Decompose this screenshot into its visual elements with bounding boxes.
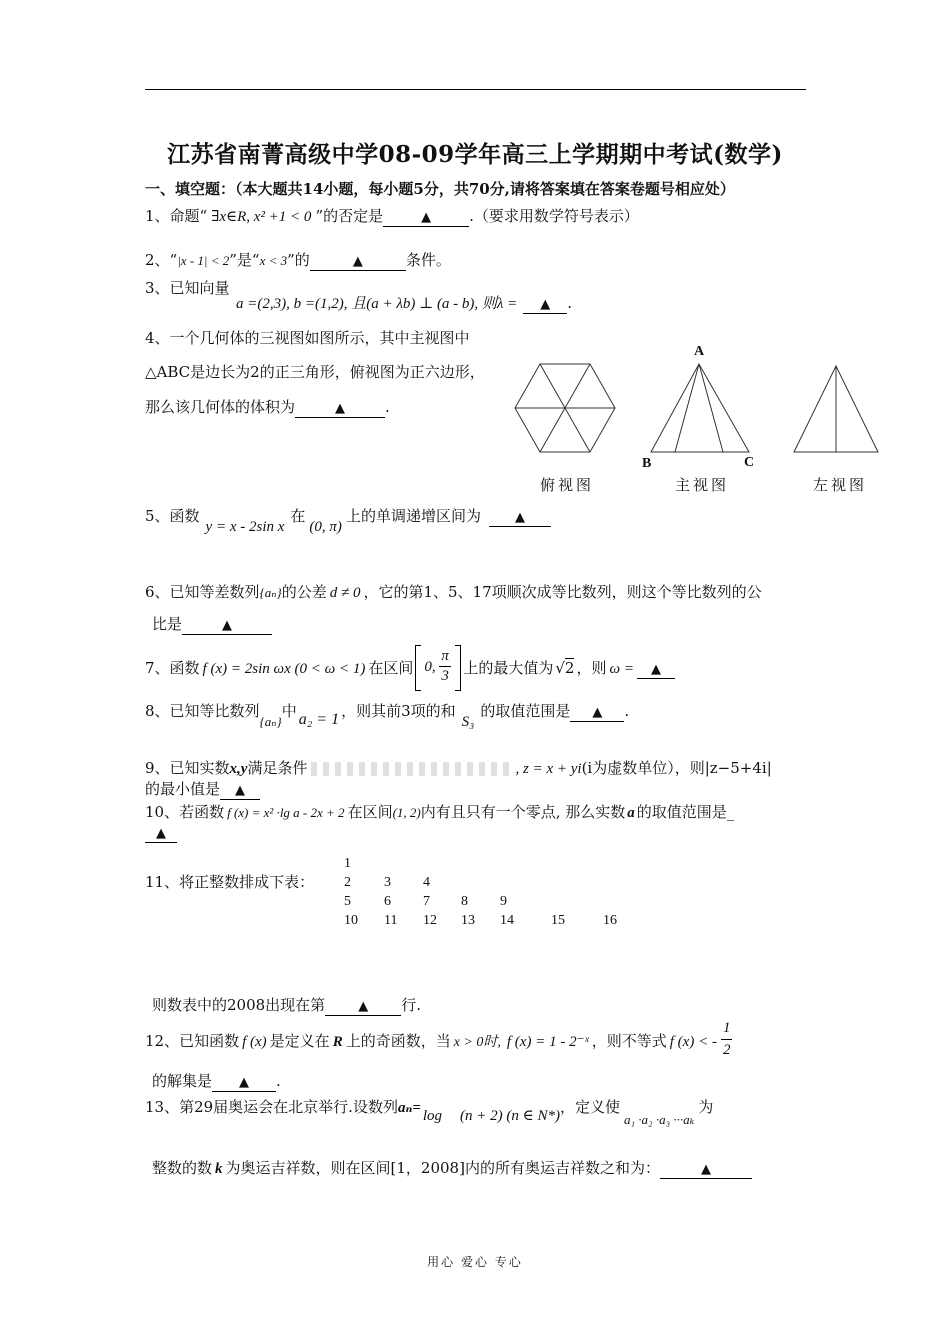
section-heading: 一、填空题：（本大题共14小题，每小题5分，共70分,请将答案填在答案卷题号相应处） bbox=[145, 180, 735, 198]
page-footer: 用心 爱心 专心 bbox=[427, 1255, 523, 1269]
table-cell: 11 bbox=[384, 913, 398, 928]
question-3: 3、已知向量 bbox=[145, 279, 230, 297]
answer-blank[interactable]: ▲ bbox=[212, 1073, 276, 1092]
answer-blank[interactable]: ▲ bbox=[295, 399, 385, 418]
caption-left-view: 左视图 bbox=[813, 476, 868, 494]
vertex-label-a: A bbox=[694, 344, 705, 359]
answer-blank[interactable]: ▲ bbox=[570, 703, 624, 722]
question-10-line2 bbox=[145, 823, 177, 843]
question-2: 2、“|x - 1| < 2”是“x < 3”的 ▲ 条件。 bbox=[145, 251, 451, 269]
question-11-line2: 则数表中的2008出现在第 ▲ 行. bbox=[152, 996, 421, 1014]
answer-blank[interactable]: ▲ bbox=[220, 781, 260, 800]
table-cell: 12 bbox=[423, 913, 437, 928]
table-cell: 4 bbox=[423, 875, 430, 890]
answer-blank[interactable]: ▲ bbox=[325, 997, 401, 1016]
caption-top-view: 俯视图 bbox=[540, 476, 595, 494]
table-cell: 6 bbox=[384, 894, 391, 909]
answer-blank[interactable]: ▲ bbox=[383, 208, 469, 227]
vertex-label-c: C bbox=[744, 455, 755, 470]
table-cell: 15 bbox=[551, 913, 565, 928]
vertex-label-b: B bbox=[642, 456, 652, 471]
interval-bracket: 0, π 3 bbox=[415, 659, 461, 673]
question-10: 10、若函数 f (x) = x² ·lg a - 2x + 2 在区间(1, 2)内有且只有一个零点, 那么实数 a 的取值范围是_ bbox=[145, 803, 735, 821]
answer-blank[interactable]: ▲ bbox=[310, 252, 406, 271]
answer-blank[interactable]: ▲ bbox=[660, 1160, 752, 1179]
table-cell: 14 bbox=[500, 913, 514, 928]
question-6-line2: 比是 ▲ bbox=[152, 613, 272, 635]
question-7: 7、函数 f (x) = 2sin ωx (0 < ω < 1) 在区间 0, π 3 上的最大值为 √2 ，则 ω = ▲ bbox=[145, 657, 675, 679]
question-9-line2: 的最小值是 ▲ bbox=[145, 778, 260, 800]
answer-blank[interactable]: ▲ bbox=[145, 824, 177, 843]
question-3-math: a =(2,3), b =(1,2), 且(a + λb) ⊥ (a - b), 则λ = ▲ . bbox=[236, 294, 573, 312]
top-view-hexagon bbox=[515, 364, 615, 452]
side-view-triangle bbox=[794, 366, 878, 452]
question-4-line1: 4、一个几何体的三视图如图所示，其中主视图中 bbox=[145, 329, 470, 347]
table-cell: 16 bbox=[603, 913, 617, 928]
question-6-line1: 6、已知等差数列{aₙ}的公差 d ≠ 0 ，它的第1、5、17项顺次成等比数列，则这个等比数列的公 bbox=[145, 583, 762, 601]
answer-blank[interactable]: ▲ bbox=[182, 616, 272, 635]
answer-blank[interactable]: ▲ bbox=[489, 508, 551, 527]
constraint-system-image bbox=[311, 762, 511, 776]
table-cell: 1 bbox=[344, 856, 351, 871]
question-4-line3: 那么该几何体的体积为 ▲ . bbox=[145, 398, 390, 416]
question-11: 11、将正整数排成下表： bbox=[145, 873, 315, 891]
question-12-line2: 的解集是 ▲ . bbox=[152, 1072, 281, 1090]
question-8: 8、已知等比数列{aₙ}中 a₂ = 1 ，则其前3项的和S₃的取值范围是 ▲ . bbox=[145, 702, 630, 730]
table-cell: 2 bbox=[344, 875, 351, 890]
table-cell: 9 bbox=[500, 894, 507, 909]
question-13-line2: 整数的数 k 为奥运吉祥数，则在区间[1，2008]内的所有奥运吉祥数之和为： ▲ bbox=[152, 1157, 752, 1179]
answer-blank[interactable]: ▲ bbox=[523, 295, 567, 314]
question-5: 5、函数y = x - 2sin x在(0, π)上的单调递增区间为 ▲ bbox=[145, 505, 551, 527]
question-13: 13、第29届奥运会在北京举行.设数列aₙ= log (n + 2) (n ∈ N*)，定义使a₁ ·a₂ ·a₃ ···aₖ为 bbox=[145, 1098, 714, 1127]
table-cell: 10 bbox=[344, 913, 358, 928]
front-view-triangle bbox=[651, 364, 749, 452]
question-4-line2: △ABC是边长为2的正三角形，俯视图为正六边形， bbox=[145, 363, 485, 381]
caption-front-view: 主视图 bbox=[675, 476, 730, 494]
table-cell: 13 bbox=[461, 913, 475, 928]
page-title: 江苏省南菁高级中学08-09学年高三上学期期中考试(数学) bbox=[167, 141, 783, 168]
three-view-figure bbox=[0, 0, 950, 500]
question-9: 9、已知实数x,y满足条件 , z = x + yi(i为虚数单位），则|z−5+4i| bbox=[145, 759, 772, 777]
answer-blank[interactable]: ▲ bbox=[637, 660, 675, 679]
table-cell: 8 bbox=[461, 894, 468, 909]
table-cell: 5 bbox=[344, 894, 351, 909]
table-cell: 7 bbox=[423, 894, 430, 909]
fraction-one-half: $\frac{1}{2}$ bbox=[722, 1020, 731, 1058]
question-12: 12、已知函数 f (x) 是定义在 R 上的奇函数，当 x > 0时, f (x) = 1 - 2⁻ˣ ，则不等式 f (x) < - $\frac{1}{2}$ bbox=[145, 1030, 734, 1051]
question-1: 1、命题“ ∃x∈R, x² +1 < 0 ”的否定是 ▲ .（要求用数学符号表示） bbox=[145, 207, 639, 225]
table-cell: 3 bbox=[384, 875, 391, 890]
